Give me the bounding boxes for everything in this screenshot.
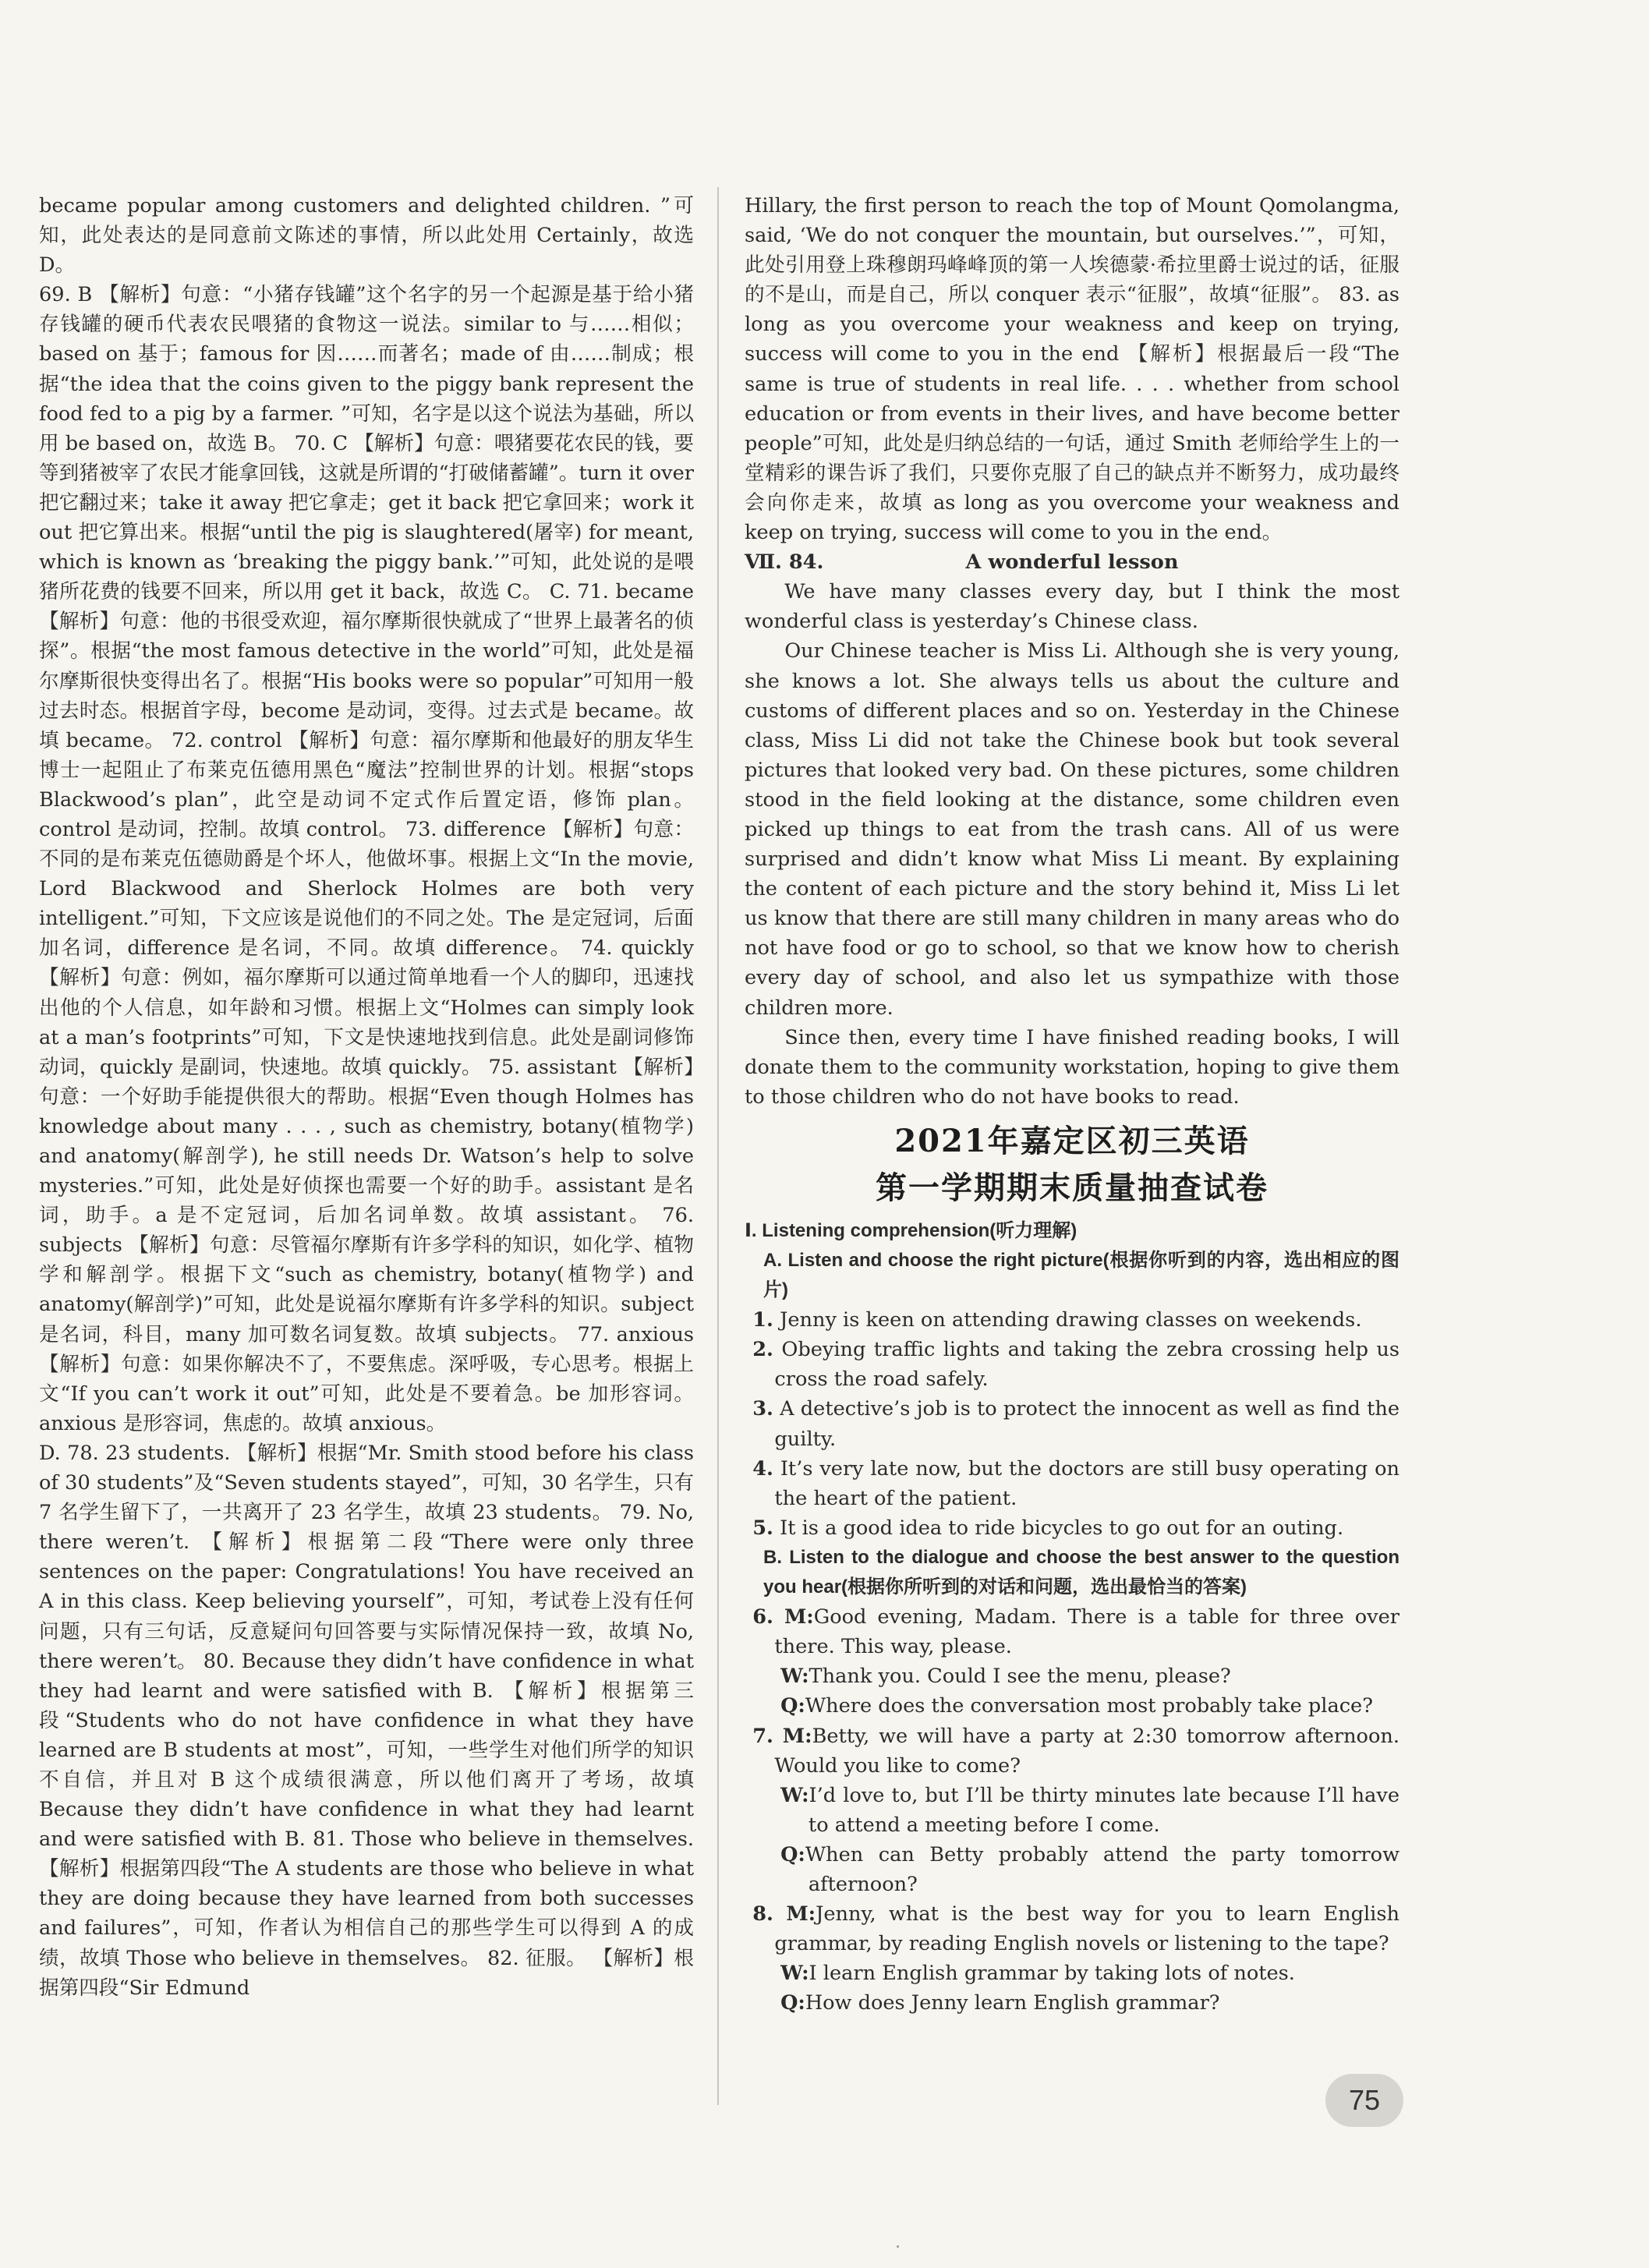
dialogue-text: Jenny, what is the best way for you to learn English grammar, by reading English novels or listening to the tape? [774, 1902, 1400, 1956]
dialogue-line [745, 1899, 1400, 1958]
essay-paragraph: Our Chinese teacher is Miss Li. Although she is very young, she knows a lot. She always tells us about the culture and customs of different places and so on. Yesterday in the Chinese class, Miss Li did not take the Chinese book but took several pictures that looked very bad. On these pictures, some children stood in the field looking at the distance, some children even picked up things to eat from the trash cans. All of us were surprised and didn’t know what Miss Li meant. By explaining the content of each picture and the story behind it, Miss Li let us know that there are still many children in many areas who do not have food or go to school, so that we know how to cherish every day of school, and also let us sympathize with those children more. [745, 639, 1400, 1020]
speaker-label: W: [780, 1783, 809, 1807]
question-text: A detective’s job is to protect the innocent as well as find the guilty. [774, 1397, 1400, 1451]
part-a-heading: A. Listen and choose the right picture(根据你听到的内容，选出相应的图片) [763, 1250, 1400, 1301]
right-column [745, 191, 1400, 2018]
question-number: 4. [752, 1456, 773, 1481]
dialogue-line [745, 1840, 1400, 1899]
essay-number: Ⅶ. 84. [745, 550, 824, 575]
dialogue-text: Where does the conversation most probably take place? [805, 1694, 1373, 1718]
exam-title-line2: 第一学期期末质量抽查试卷 [876, 1169, 1269, 1206]
essay-paragraph: We have many classes every day, but I think the most wonderful class is yesterday’s Chinese class. [745, 580, 1400, 634]
answer-text-69-77: 69. B 【解析】句意：“小猪存钱罐”这个名字的另一个起源是基于给小猪存钱罐的硬币代表农民喂猪的食物这一说法。similar to 与……相似；based on 基于；famous for 因……而著名；made of 由……制成；根据“the idea that the coins given to the piggy bank represent the food fed to a pig by a farmer. ”可知，名字是以这个说法为基础，所以用 be based on，故选 B。 70. C 【解析】句意：喂猪要花农民的钱，要等到猪被宰了农民才能拿回钱，这就是所谓的“打破储蓄罐”。turn it over 把它翻过来；take it away 把它拿走；get it back 把它拿回来；work it out 把它算出来。根据“until the pig is slaughtered(屠宰) for meant, which is known as ‘breaking the piggy bank.’”可知，此处说的是喂猪所花费的钱要不回来，所以用 get it back，故选 C。 C. 71. became 【解析】句意：他的书很受欢迎，福尔摩斯很快就成了“世界上最著名的侦探”。根据“the most famous detective in the world”可知，此处是福尔摩斯很快变得出名了。根据“His books were so popular”可知用一般过去时态。根据首字母，become 是动词，变得。过去式是 became。故填 became。 72. control 【解析】句意：福尔摩斯和他最好的朋友华生博士一起阻止了布莱克伍德用黑色“魔法”控制世界的计划。根据“stops Blackwood’s plan”，此空是动词不定式作后置定语，修饰 plan。control 是动词，控制。故填 control。 73. difference 【解析】句意：不同的是布莱克伍德勋爵是个坏人，他做坏事。根据上文“In the movie, Lord Blackwood and Sherlock Holmes are both very intelligent.”可知，下文应该是说他们的不同之处。The 是定冠词，后面加名词，difference 是名词，不同。故填 difference。 74. quickly 【解析】句意：例如，福尔摩斯可以通过简单地看一个人的脚印，迅速找出他的个人信息，如年龄和习惯。根据上文“Holmes can simply look at a man’s footprints”可知，下文是快速地找到信息。此处是副词修饰动词，quickly 是副词，快速地。故填 quickly。 75. assistant 【解析】句意：一个好助手能提供很大的帮助。根据“Even though Holmes has knowledge about many . . . , such as chemistry, botany(植物学) and anatomy(解剖学), he still needs Dr. Watson’s help to solve mysteries.”可知，此处是好侦探也需要一个好的助手。assistant 是名词，助手。a 是不定冠词，后加名词单数。故填 assistant。 76. subjects 【解析】句意：尽管福尔摩斯有许多学科的知识，如化学、植物学和解剖学。根据下文“such as chemistry, botany(植物学) and anatomy(解剖学)”可知，此处是说福尔摩斯有许多学科的知识。subject 是名词，科目，many 加可数名词复数。故填 subjects。 77. anxious 【解析】句意：如果你解决不了，不要焦虑。深呼吸，专心思考。根据上文“If you can’t work it out”可知，此处是不要着急。be 加形容词。anxious 是形容词，焦虑的。故填 anxious。 [39, 283, 694, 1435]
exam-title [745, 1118, 1400, 1212]
listening-heading: Ⅰ. Listening comprehension(听力理解) [745, 1219, 1078, 1241]
dialogue-text: When can Betty probably attend the party tomorrow afternoon? [805, 1842, 1400, 1896]
speaker-label: M: [782, 1724, 812, 1748]
dialogue-line [745, 1602, 1400, 1661]
question-text: It is a good idea to ride bicycles to go out for an outing. [780, 1516, 1344, 1540]
question-number: 8. [752, 1902, 773, 1927]
dialogue-line [745, 1661, 1400, 1691]
essay-title: A wonderful lesson [965, 550, 1179, 575]
dialogue-text: How does Jenny learn English grammar? [805, 1991, 1220, 2015]
question-number: 5. [752, 1516, 773, 1540]
answer-text-82-83: Hillary, the first person to reach the top of Mount Qomolangma, said, ‘We do not conquer the mountain, but ourselves.’”，可知，此处引用登上珠穆朗玛峰峰顶的第一人埃德蒙·希拉里爵士说过的话，征服的不是山，而是自己，所以 conquer 表示“征服”，故填“征服”。 83. as long as you overcome your weakness and keep on trying, success will come to you in the end 【解析】根据最后一段“The same is true of students in real life. . . . whether from school education or from events in their lives, and have become better people”可知，此处是归纳总结的一句话，通过 Smith 老师给学生上的一堂精彩的课告诉了我们，只要你克服了自己的缺点并不断努力，成功最终会向你走来，故填 as long as you overcome your weakness and keep on trying, success will come to you in the end。 [745, 194, 1400, 545]
question-item [745, 1513, 1400, 1543]
question-number: 2. [752, 1338, 773, 1362]
column-divider [717, 187, 719, 2105]
question-number: 7. [752, 1724, 773, 1748]
speaker-label: W: [780, 1962, 809, 1986]
dialogue-line [745, 1721, 1400, 1781]
speaker-label: M: [784, 1605, 814, 1629]
page-number: 75 [1325, 2074, 1403, 2127]
essay-paragraph: Since then, every time I have finished reading books, I will donate them to the community workstation, hoping to give them to those children who do not have books to read. [745, 1025, 1400, 1109]
dialogue-line [745, 1958, 1400, 1988]
essay-heading [745, 547, 1400, 577]
dialogue-text: I learn English grammar by taking lots of notes. [809, 1962, 1295, 1986]
question-item [745, 1394, 1400, 1453]
question-number: 3. [752, 1397, 773, 1421]
question-text: It’s very late now, but the doctors are still busy operating on the heart of the patient. [774, 1456, 1400, 1510]
scan-speck [897, 2245, 899, 2248]
question-number: 6. [752, 1605, 773, 1629]
part-b-heading: B. Listen to the dialogue and choose the best answer to the question you hear(根据你所听到的对话和问题，选出最恰当的答案) [763, 1546, 1400, 1598]
dialogue-line [745, 1781, 1400, 1840]
dialogue-line [745, 1691, 1400, 1721]
dialogue-text: Thank you. Could I see the menu, please? [809, 1665, 1231, 1689]
question-item [745, 1335, 1400, 1394]
dialogue-text: Good evening, Madam. There is a table for three over there. This way, please. [774, 1605, 1400, 1659]
question-item [745, 1305, 1400, 1335]
speaker-label: W: [780, 1665, 809, 1689]
left-column [39, 191, 694, 2003]
question-text: Obeying traffic lights and taking the zebra crossing help us cross the road safely. [774, 1338, 1400, 1392]
question-number: 1. [752, 1308, 773, 1332]
dialogue-text: I’d love to, but I’ll be thirty minutes late because I’ll have to attend a meeting before I come. [808, 1783, 1400, 1837]
exam-title-line1: 2021年嘉定区初三英语 [894, 1122, 1250, 1159]
speaker-label: Q: [780, 1842, 805, 1866]
speaker-label: Q: [780, 1991, 805, 2015]
question-text: Jenny is keen on attending drawing classes on weekends. [780, 1308, 1362, 1332]
answer-text-continued: became popular among customers and delighted children. ”可知，此处表达的是同意前文陈述的事情，所以此处用 Certainly，故选 D。 [39, 194, 694, 278]
dialogue-line [745, 1988, 1400, 2018]
speaker-label: M: [786, 1902, 816, 1927]
answer-text-78-82: D. 78. 23 students. 【解析】根据“Mr. Smith stood before his class of 30 students”及“Seven students stayed”，可知，30 名学生，只有 7 名学生留下了，一共离开了 23 名学生，故填 23 students。 79. No, there weren’t. 【解析】根据第二段“There were only three sentences on the paper: Congratulations! You have received an A in this class. Keep believing yourself”，可知，考试卷上没有任何问题，只有三句话，反意疑问句回答要与实际情况保持一致，故填 No, there weren’t。 80. Because they didn’t have confidence in what they had learnt and were satisfied with B. 【解析】根据第三段“Students who do not have confidence in what they have learned are B students at most”，可知，一些学生对他们所学的知识不自信，并且对 B 这个成绩很满意，所以他们离开了考场，故填 Because they didn’t have confidence in what they had learnt and were satisfied with B. 81. Those who believe in themselves. 【解析】根据第四段“The A students are those who believe in what they are doing because they have learned from both successes and failures”，可知，作者认为相信自己的那些学生可以得到 A 的成绩，故填 Those who believe in themselves。 82. 征服。 【解析】根据第四段“Sir Edmund [39, 1441, 694, 2000]
question-item [745, 1454, 1400, 1513]
speaker-label: Q: [780, 1694, 805, 1718]
dialogue-text: Betty, we will have a party at 2:30 tomorrow afternoon. Would you like to come? [774, 1724, 1400, 1778]
